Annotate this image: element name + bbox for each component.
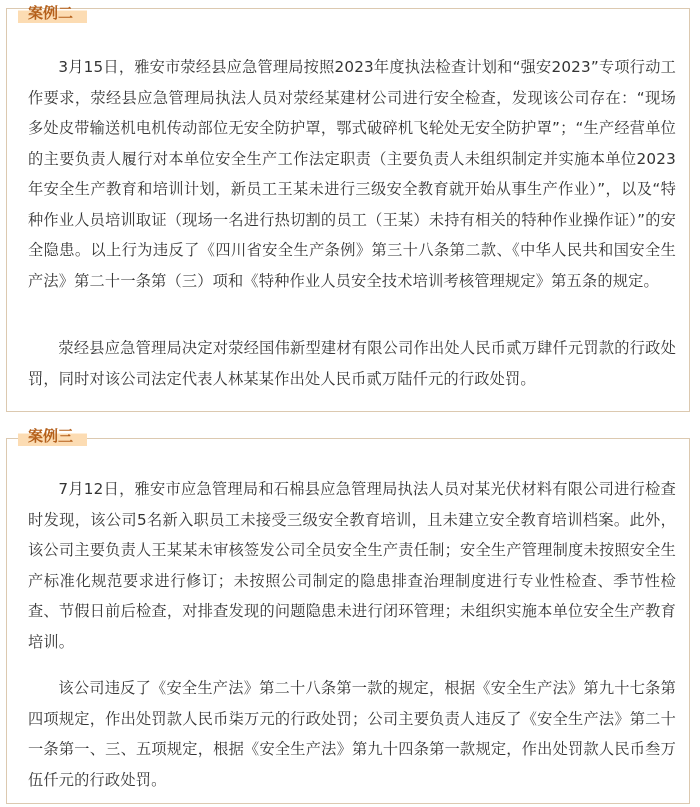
case-three-label: 案例三 [18,423,87,449]
case-two-paragraph-1: 3月15日，雅安市荥经县应急管理局按照2023年度执法检查计划和“强安2023”专项行动工作要求，荥经县应急管理局执法人员对荥经某建材公司进行安全检查，发现该公司存在：“现场多处皮带输送机电机传动部位无安全防护罩，鄂式破碎机飞轮处无安全防护罩”；“生产经营单位的主要负责人履行对本单位安全生产工作法定职责（主要负责人未组织制定并实施本单位2023年安全生产教育和培训计划，新员工王某未进行三级安全教育就开始从事生产作业）”，以及“特种作业人员培训取证（现场一名进行热切割的员工（王某）未持有相关的特种作业操作证）”的安全隐患。以上行为违反了《四川省安全生产条例》第三十八条第二款、《中华人民共和国安全生产法》第二十一条第（三）项和《特种作业人员安全技术培训考核管理规定》第五条的规定。 [28,58,676,290]
case-three-paragraph-1: 7月12日，雅安市应急管理局和石棉县应急管理局执法人员对某光伏材料有限公司进行检查时发现，该公司5名新入职员工未接受三级安全教育培训，且未建立安全教育培训档案。此外，该公司主要负责人王某某未审核签发公司全员安全生产责任制；安全生产管理制度未按照安全生产标准化规范要求进行修订；未按照公司制定的隐患排查治理制度进行专业性检查、季节性检查、节假日前后检查，对排查发现的问题隐患未进行闭环管理；未组织实施本单位安全生产教育培训。 [28,480,676,651]
case-two-paragraph-2: 荥经县应急管理局决定对荥经国伟新型建材有限公司作出处人民币贰万肆仟元罚款的行政处罚，同时对该公司法定代表人林某某作出处人民币贰万陆仟元的行政处罚。 [28,339,676,388]
case-three-paragraph-2: 该公司违反了《安全生产法》第二十八条第一款的规定，根据《安全生产法》第九十七条第四项规定，作出处罚款人民币柒万元的行政处罚；公司主要负责人违反了《安全生产法》第二十一条第一、三、五项规定，根据《安全生产法》第九十四条第一款规定，作出处罚款人民币叁万伍仟元的行政处罚。 [28,679,676,789]
case-two-label: 案例二 [18,0,87,26]
